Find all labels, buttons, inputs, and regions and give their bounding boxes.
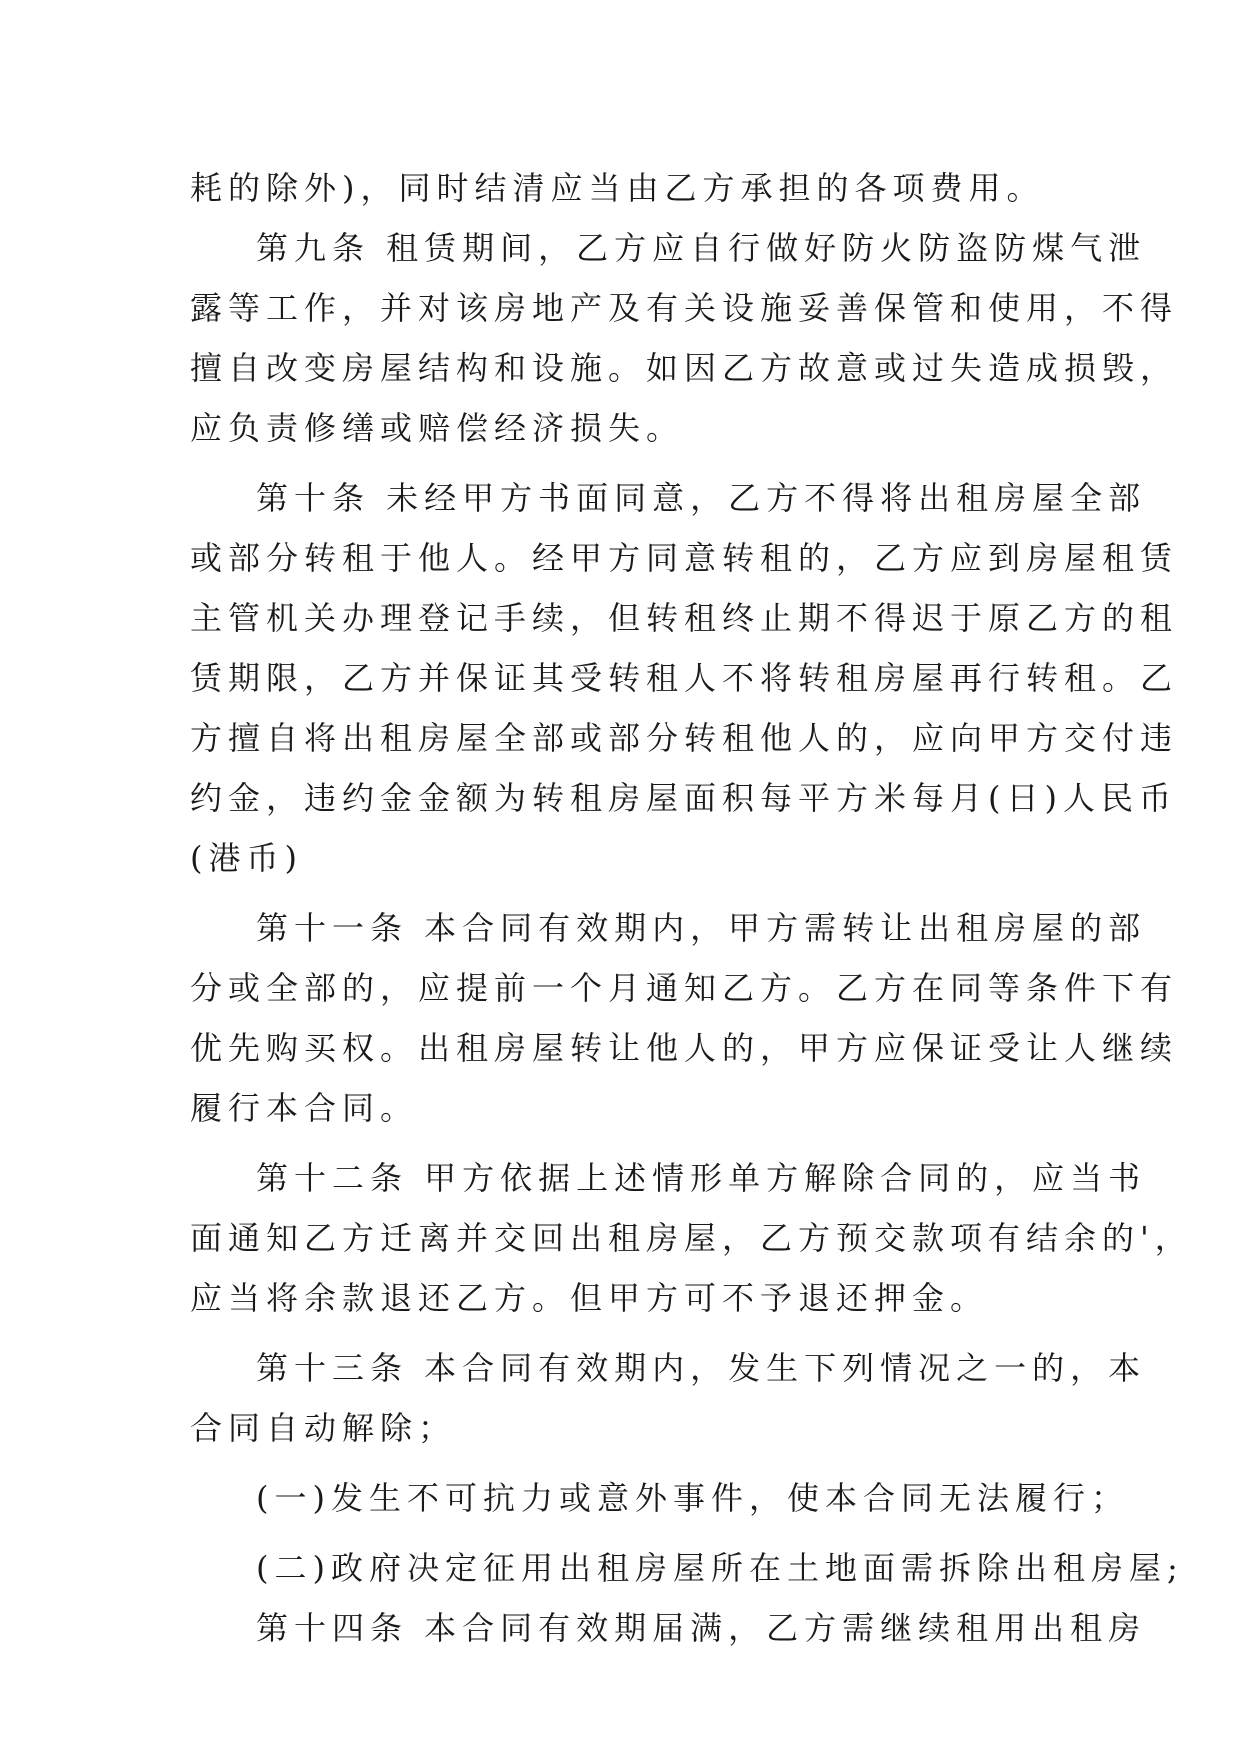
text-line: 应负责修缮或赔偿经济损失。	[190, 409, 685, 447]
text-line: 赁期限，乙方并保证其受转租人不将转租房屋再行转租。乙	[190, 659, 1179, 697]
text-line: 方擅自将出租房屋全部或部分转租他人的，应向甲方交付违	[190, 719, 1179, 757]
text-line: 露等工作，并对该房地产及有关设施妥善保管和使用，不得	[190, 289, 1179, 327]
list-item-1: (一)发生不可抗力或意外事件，使本合同无法履行；	[256, 1479, 1129, 1517]
text-line: (港币)	[190, 839, 303, 877]
article-14-heading-line: 第十四条 本合同有效期届满，乙方需继续租用出租房	[256, 1609, 1147, 1647]
article-10-heading-line: 第十条 未经甲方书面同意，乙方不得将出租房屋全部	[256, 479, 1147, 517]
text-line: 或部分转租于他人。经甲方同意转租的，乙方应到房屋租赁	[190, 539, 1179, 577]
text-line: 擅自改变房屋结构和设施。如因乙方故意或过失造成损毁，	[190, 349, 1179, 387]
article-12-heading-line: 第十二条 甲方依据上述情形单方解除合同的，应当书	[256, 1159, 1147, 1197]
text-line: 耗的除外)，同时结清应当由乙方承担的各项费用。	[190, 169, 1045, 207]
text-line: 分或全部的，应提前一个月通知乙方。乙方在同等条件下有	[190, 969, 1179, 1007]
document-body	[190, 158, 1193, 1658]
text-line: 约金，违约金金额为转租房屋面积每平方米每月(日)人民币	[190, 779, 1177, 817]
article-11-heading-line: 第十一条 本合同有效期内，甲方需转让出租房屋的部	[256, 909, 1147, 947]
text-line: 主管机关办理登记手续，但转租终止期不得迟于原乙方的租	[190, 599, 1179, 637]
text-line: 应当将余款退还乙方。但甲方可不予退还押金。	[190, 1279, 989, 1317]
text-line: 面通知乙方迁离并交回出租房屋，乙方预交款项有结余的'，	[190, 1219, 1193, 1257]
text-line: 合同自动解除；	[190, 1409, 457, 1447]
article-13-heading-line: 第十三条 本合同有效期内，发生下列情况之一的，本	[256, 1349, 1147, 1387]
article-9-heading-line: 第九条 租赁期间，乙方应自行做好防火防盗防煤气泄	[256, 229, 1147, 267]
text-line: 履行本合同。	[190, 1089, 419, 1127]
text-line: 优先购买权。出租房屋转让他人的，甲方应保证受让人继续	[190, 1029, 1179, 1067]
list-item-2: (二)政府决定征用出租房屋所在土地面需拆除出租房屋;	[256, 1549, 1184, 1587]
